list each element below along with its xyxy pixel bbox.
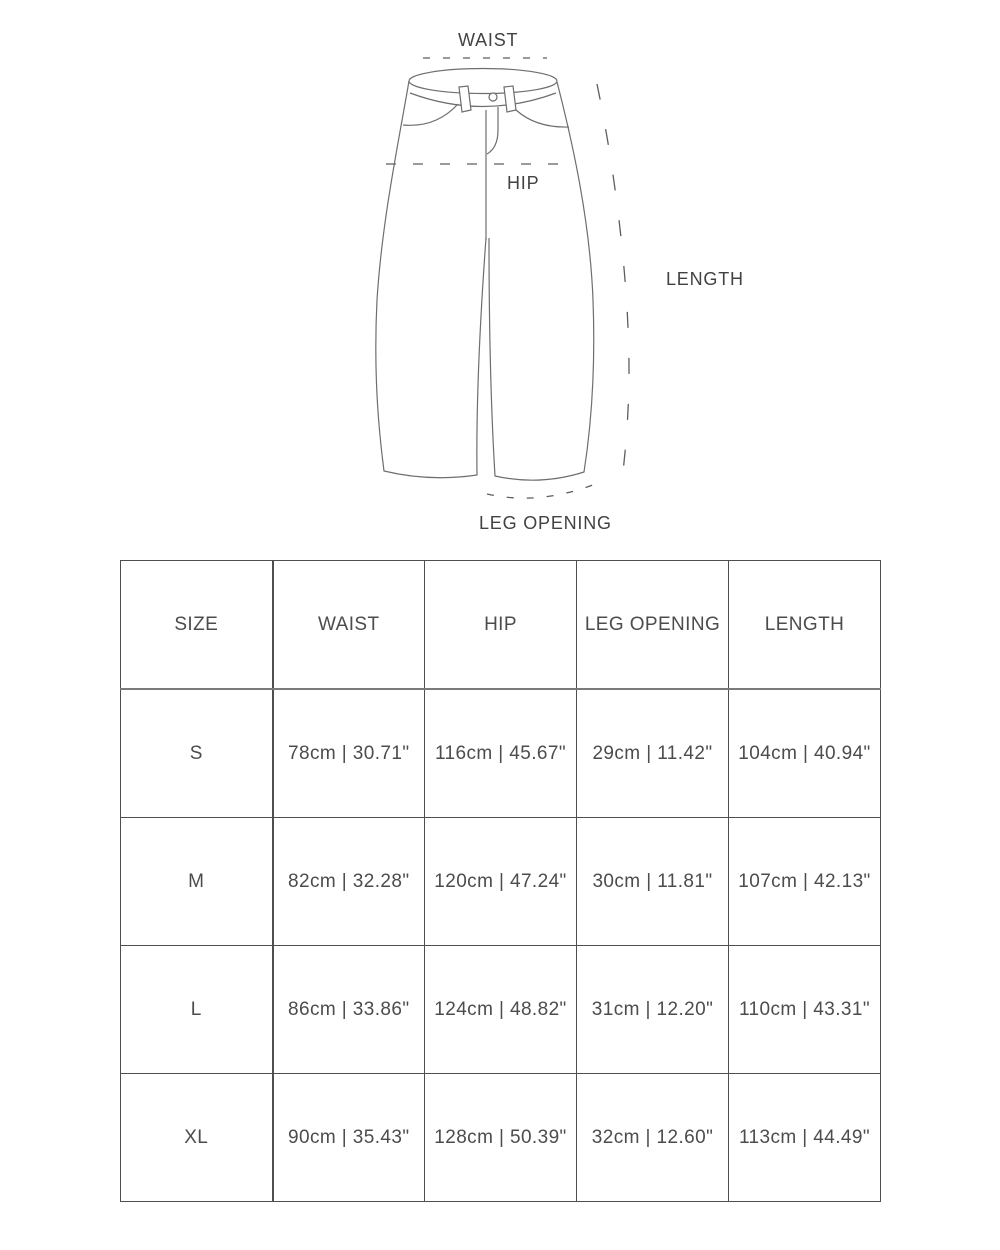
cell-length: 107cm | 42.13" (729, 818, 881, 946)
cell-leg-opening: 30cm | 11.81" (577, 818, 729, 946)
length-label: LENGTH (666, 269, 744, 289)
cell-length: 113cm | 44.49" (729, 1074, 881, 1202)
cell-size: M (121, 818, 273, 946)
cell-hip: 124cm | 48.82" (425, 946, 577, 1074)
pants-right-leg (489, 82, 594, 480)
pants-right-pocket (516, 110, 569, 127)
table-header-row (121, 561, 881, 690)
cell-leg-opening: 31cm | 12.20" (577, 946, 729, 1074)
cell-waist: 90cm | 35.43" (273, 1074, 425, 1202)
cell-hip: 116cm | 45.67" (425, 689, 577, 818)
length-dash-line (597, 84, 629, 480)
cell-waist: 78cm | 30.71" (273, 689, 425, 818)
table-row-xl (121, 1074, 881, 1202)
pants-right-belt-loop (504, 86, 516, 112)
header-size: SIZE (121, 561, 273, 690)
size-chart-header-row (121, 561, 881, 690)
header-hip: HIP (425, 561, 577, 690)
cell-size: L (121, 946, 273, 1074)
cell-hip: 120cm | 47.24" (425, 818, 577, 946)
hip-label: HIP (507, 173, 540, 193)
size-chart-table (120, 560, 881, 1202)
cell-length: 104cm | 40.94" (729, 689, 881, 818)
cell-waist: 86cm | 33.86" (273, 946, 425, 1074)
cell-hip: 128cm | 50.39" (425, 1074, 577, 1202)
cell-leg-opening: 29cm | 11.42" (577, 689, 729, 818)
pants-fly-line (487, 107, 498, 154)
pants-left-belt-loop (459, 86, 471, 112)
waist-label: WAIST (458, 30, 519, 50)
header-leg-opening: LEG OPENING (577, 561, 729, 690)
pants-waist-opening (409, 69, 557, 94)
pants-left-pocket (403, 104, 458, 125)
table-row-l (121, 946, 881, 1074)
pants-left-leg (376, 81, 486, 478)
table-row-m (121, 818, 881, 946)
pants-measurement-diagram (0, 0, 1000, 545)
pants-waistband-bottom (410, 93, 556, 107)
cell-leg-opening: 32cm | 12.60" (577, 1074, 729, 1202)
cell-length: 110cm | 43.31" (729, 946, 881, 1074)
header-length: LENGTH (729, 561, 881, 690)
header-waist: WAIST (273, 561, 425, 690)
pants-drawing (376, 69, 594, 481)
pants-button (489, 93, 497, 101)
cell-size: XL (121, 1074, 273, 1202)
cell-size: S (121, 689, 273, 818)
cell-waist: 82cm | 32.28" (273, 818, 425, 946)
leg-opening-label: LEG OPENING (479, 513, 612, 533)
leg-opening-dash-line (487, 483, 598, 498)
table-row-s (121, 689, 881, 818)
